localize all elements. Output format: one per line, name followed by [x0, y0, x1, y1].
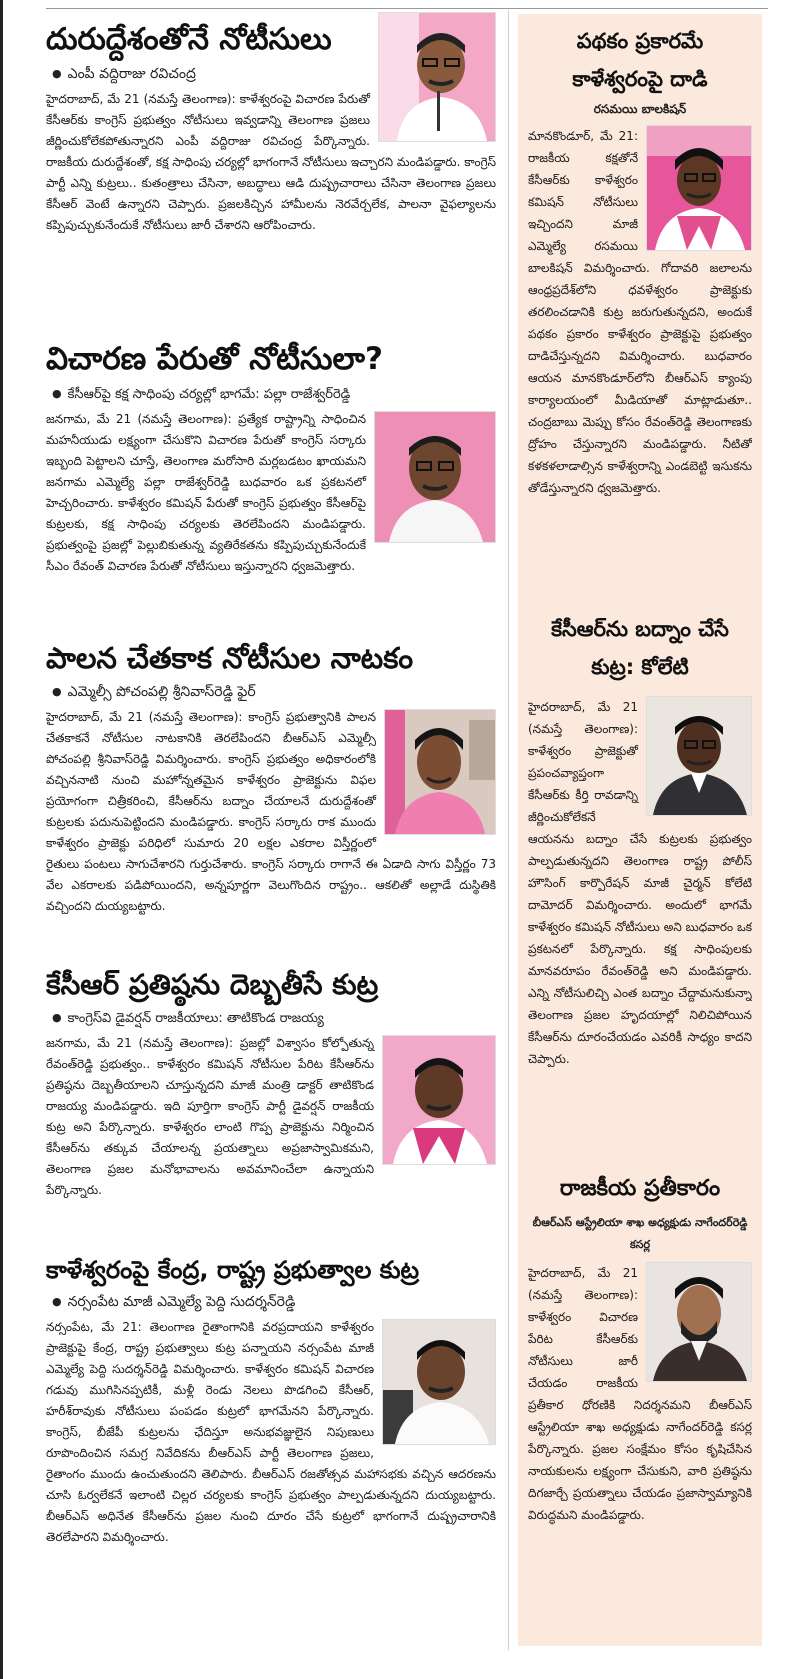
story-body: హైదరాబాద్, మే 21 (నమస్తే తెలంగాణ): కాళేశ్వరం ప్రాజెక్టుతో ప్రపంచవ్యాప్తంగా కేసీఆర్‌కు కీర్తి రావడాన్ని జీర్ణించుకోలేకనే ఆయనను బద్నాం చేసే కుట్రలకు ప్రభుత్వం పాల్పడుతున్నదని తెలంగాణ రాష్ట్ర పోలీస్ హౌసింగ్ కార్పొరేషన్ మాజీ చైర్మన్ కోలేటి దామోదర్ విమర్శించారు. అందులో భాగమే కాళేశ్వరం కమిషన్ నోటీసులు అని బుధవారం ఒక ప్రకటనలో పేర్కొన్నారు. కక్ష సాధింపులకు మానవరూపం రేవంత్‌రెడ్డి అని మండిపడ్డారు. ఎన్ని నోటీసులిచ్చి ఎంత బద్నాం చేద్దామనుకున్నా తెలంగాణ ప్రజల హృదయాల్లో నిలిచిపోయిన కేసీఆర్‌ను దూరంచేయడం ఎవరికీ సాధ్యం కాదని చెప్పారు.	[528, 700, 752, 1066]
byline: ● కాంగ్రెస్‌వి డైవర్షన్ రాజకీయాలు: తాటికొండ రాజయ్య	[52, 1011, 324, 1026]
photo-rajaiah	[382, 1035, 496, 1165]
photo-koleti	[646, 696, 752, 816]
photo-nagender	[646, 1262, 752, 1382]
story-body: మానకొండూర్, మే 21: రాజకీయ కక్షతోనే కేసీఆర్‌కు కాళేశ్వరం కమిషన్ నోటీసులు ఇచ్చిందని మాజీ ఎమ్మెల్యే రసమయి బాలకిషన్ విమర్శించారు. గోదావరి జలాలను ఆంధ్రప్రదేశ్‌లోని ధవళేశ్వరం ప్రాజెక్టుకు తరలించడానికి కుట్ర జరుగుతున్నదని, అందుకే పథకం ప్రకారం కాళేశ్వరం ప్రాజెక్టుపై ప్రభుత్వం దాడిచేస్తున్నదని విమర్శించారు. బుధవారం ఆయన మానకొండూర్‌లోని బీఆర్‌ఎస్ క్యాంపు కార్యాలయంలో మీడియాతో మాట్లాడుతూ.. చంద్రబాబు మెప్పు కోసం రేవంత్‌రెడ్డి తెలంగాణకు ద్రోహం చేస్తున్నారని మండిపడ్డారు. నీటితో కళకళలాడాల్సిన కాళేశ్వరాన్ని ఎండబెట్టి ఇసుకను తోడేస్తున్నారని ధ్వజమెత్తారు.	[528, 129, 752, 495]
story-body: నర్సంపేట, మే 21: తెలంగాణ రైతాంగానికి వరప్రదాయని కాళేశ్వరం ప్రాజెక్టుపై కేంద్ర, రాష్ట్ర ప్రభుత్వాలు కుట్ర పన్నాయని నర్సంపేట మాజీ ఎమ్మెల్యే పెద్ది సుదర్శన్‌రెడ్డి విమర్శించారు. కాళేశ్వరం కమిషన్ విచారణ గడువు ముగిసినప్పటికీ, మళ్లీ రెండు నెలలు పొడగించి కేసీఆర్, హరీశ్‌రావుకు నోటీసులు పంపడం కుట్రలో భాగమేనని పేర్కొన్నారు. కాంగ్రెస్, బీజేపీ కుట్రలను ఛేదిస్తూ అనుభవజ్ఞులైన నిపుణులు రూపొందించిన సమగ్ర నివేదికను బీఆర్‌ఎస్ పార్టీ తెలంగాణ ప్రజలు, రైతాంగం ముందు ఉంచుతుందని తెలిపారు. బీఆర్‌ఎస్ రజతోత్సవ మహాసభకు వచ్చిన ఆదరణను చూసి ఓర్వలేకనే ఇలాంటి చిల్లర చర్యలకు కాంగ్రెస్ ప్రభుత్వం పాల్పడుతున్నదని దుయ్యబట్టారు. బీఆర్‌ఎస్ అధినేత కేసీఆర్‌ను ప్రజల నుంచి దూరం చేసే కుట్రలో భాగంగానే దుష్ప్రచారానికి తెరలేపారని విమర్శించారు.	[46, 1320, 496, 1544]
photo-rasamayi	[646, 125, 752, 251]
column-divider	[508, 10, 509, 1650]
byline: ● కేసీఆర్‌పై కక్ష సాధింపు చర్యల్లో భాగమే: పల్లా రాజేశ్వర్‌రెడ్డి	[52, 387, 351, 402]
byline-text: ఎమ్మెల్సీ పోచంపల్లి శ్రీనివాస్‌రెడ్డి ఫైర్	[67, 684, 256, 700]
story-body: జనగామ, మే 21 (నమస్తే తెలంగాణ): ప్రత్యేక రాష్ట్రాన్ని సాధించిన మహనీయుడు లక్ష్యంగా చేసుకొని విచారణ పేరుతో కాంగ్రెస్ సర్కారు ఇబ్బంది పెట్టాలని చూస్తే, తెలంగాణ మరోసారి మర్లబడటం ఖాయమని జనగామ ఎమ్మెల్యే పల్లా రాజేశ్వర్‌రెడ్డి బుధవారం ఒక ప్రకటనలో హెచ్చరించారు. కాళేశ్వరం కమిషన్ పేరుతో కాంగ్రెస్ ప్రభుత్వం కేసీఆర్‌పై కుట్రలకు, కక్ష సాధింపు చర్యలకు తెరలేపిందని మండిపడ్డారు. ప్రభుత్వంపై ప్రజల్లో పెల్లుబికుతున్న వ్యతిరేకతను కప్పిపుచ్చుకునేందుకే సీఎం రేవంత్ విచారణ పేరుతో నోటీసులు ఇస్తున్నారని ధ్వజమెత్తారు.	[46, 412, 366, 573]
story-rasamayi	[528, 14, 752, 602]
story-body: హైదరాబాద్, మే 21 (నమస్తే తెలంగాణ): కాళేశ్వరంపై విచారణ పేరుతో కేసీఆర్‌కు కాంగ్రెస్ ప్రభుత్వం నోటీసులు ఇవ్వడాన్ని తెలంగాణ ప్రజలు జీర్ణించుకోలేకపోతున్నారని ఎంపీ వద్దిరాజు రవిచంద్ర పేర్కొన్నారు. రాజకీయ దురుద్దేశంతో, కక్ష సాధింపు చర్యల్లో భాగంగానే నోటీసులు ఇచ్చారని మండిపడ్డారు. కాంగ్రెస్ పార్టీ ఎన్ని కుట్రలు.. కుతంత్రాలు చేసినా, అబద్ధాలు ఆడి దుష్ప్రచారాలు చేసినా తెలంగాణ ప్రజలు కేసీఆర్ వెంటే ఉన్నారని చెప్పారు. ప్రజలకిచ్చిన హామీలను నెరవేర్చలేక, పాలనా వైఫల్యాలను కప్పిపుచ్చుకునేందుకే నోటీసులు జారీ చేశారని ఆరోపించారు.	[46, 92, 496, 232]
story-ravichandra	[46, 12, 496, 336]
byline-text: నర్సంపేట మాజీ ఎమ్మెల్యే పెద్ది సుదర్శన్‌రెడ్డి	[67, 1294, 296, 1310]
photo-ravichandra	[378, 12, 496, 142]
byline-text: ఎంపీ వద్దిరాజు రవిచంద్ర	[67, 66, 196, 82]
byline: ● నర్సంపేట మాజీ ఎమ్మెల్యే పెద్ది సుదర్శన్‌రెడ్డి	[52, 1294, 296, 1310]
headline: రాజకీయ ప్రతీకారం	[559, 1176, 721, 1201]
photo-pochampally	[384, 709, 496, 835]
story-body: హైదరాబాద్, మే 21 (నమస్తే తెలంగాణ): కాళేశ్వరం విచారణ పేరిట కేసీఆర్‌కు నోటీసులు జారీ చేయడం రాజకీయ ప్రతీకార ధోరణికి నిదర్శనమని బీఆర్‌ఎస్ ఆస్ట్రేలియా శాఖ అధ్యక్షుడు నాగేందర్‌రెడ్డి కసర్ల పేర్కొన్నారు. ప్రజల సంక్షేమం కోసం కృషిచేసిన నాయకులను లక్ష్యంగా చేసుకుని, వారి ప్రతిష్ఠను దిగజార్చే ప్రయత్నాలు చేయడం ప్రజాస్వామ్యానికి విరుద్ధమని మండిపడ్డారు.	[528, 1266, 752, 1522]
headline: విచారణ పేరుతో నోటీసులా?	[46, 341, 383, 377]
headline: పాలన చేతకాక నోటీసుల నాటకం	[46, 641, 414, 675]
right-column-panel	[518, 14, 762, 1646]
story-body: హైదరాబాద్, మే 21 (నమస్తే తెలంగాణ): కాంగ్రెస్ ప్రభుత్వానికి పాలన చేతకాకనే నోటీసుల నాటకానికి తెరలేపిందని బీఆర్‌ఎస్ ఎమ్మెల్సీ పోచంపల్లి శ్రీనివాస్‌రెడ్డి విమర్శించారు. కాంగ్రెస్ ప్రభుత్వం అధికారంలోకి వచ్చిననాటి నుంచి మహోన్నతమైన కాళేశ్వరం ప్రాజెక్టును విఫల ప్రయోగంగా చిత్రీకరించి, కేసీఆర్‌ను బద్నాం చేయాలనే దురుద్దేశంతో కుట్రలకు పదునుపెట్టిందని మండిపడ్డారు. కాంగ్రెస్ సర్కారు రాక ముందు కాళేశ్వరం ప్రాజెక్టు పరిధిలో సుమారు 20 లక్షల ఎకరాల విస్తీర్ణంలో రైతులు పంటలు సాగుచేశారని గుర్తుచేశారు. కాంగ్రెస్ సర్కారు రాగానే ఈ ఏడాది సాగు విస్తీర్ణం 73 వేల ఎకరాలకు పడిపోయిందని, అన్నపూర్ణగా వెలుగొందిన రాష్ట్రం.. ఆకలితో అల్లాడే దుస్థితికి వచ్చిందని దుయ్యబట్టారు.	[46, 710, 496, 913]
byline: ● ఎమ్మెల్సీ పోచంపల్లి శ్రీనివాస్‌రెడ్డి ఫైర్	[52, 684, 256, 700]
story-nagender	[528, 1162, 752, 1632]
headline: కేసీఆర్‌ను బద్నాం చేసే కుట్ర: కోలేటి	[551, 617, 729, 679]
byline-text: రసమయి బాలకిషన్	[593, 102, 687, 116]
story-body: జనగామ, మే 21 (నమస్తే తెలంగాణ): ప్రజల్లో విశ్వాసం కోల్పోతున్న రేవంత్‌రెడ్డి ప్రభుత్వం.. కాళేశ్వరం కమిషన్ నోటీసుల పేరిట కేసీఆర్‌ను ప్రతిష్ఠను దెబ్బతీయాలని చూస్తున్నదని మాజీ మంత్రి డాక్టర్ తాటికొండ రాజయ్య మండిపడ్డారు. ఇది పూర్తిగా కాంగ్రెస్ పార్టీ డైవర్షన్ రాజకీయ కుట్ర అని పేర్కొన్నారు. కాళేశ్వరం లాంటి గొప్ప ప్రాజెక్టును నిర్మించిన కేసీఆర్‌ను తక్కువ చేయాలన్న ప్రయత్నాలు అప్రజాస్వామికమని, తెలంగాణ ప్రజల మనోభావాలను అవమానించేలా ఉన్నాయని పేర్కొన్నారు.	[46, 1036, 374, 1197]
headline: దురుద్దేశంతోనే నోటీసులు	[46, 22, 332, 57]
story-pochampally	[46, 636, 496, 964]
story-sudarshan	[46, 1250, 496, 1594]
left-column	[46, 12, 496, 1594]
headline: కాళేశ్వరంపై కేంద్ర, రాష్ట్ర ప్రభుత్వాల కుట్ర	[46, 1256, 420, 1284]
photo-palla	[374, 411, 496, 543]
story-koleti	[528, 602, 752, 1162]
page-top-rule	[46, 8, 768, 9]
page-left-border	[0, 0, 3, 1679]
photo-sudarshan	[382, 1319, 496, 1445]
byline-text: బీఆర్‌ఎస్ ఆస్ట్రేలియా శాఖ అధ్యక్షుడు నాగేందర్‌రెడ్డి కసర్ల	[532, 1216, 748, 1251]
headline: కేసీఆర్ ప్రతిష్ఠను దెబ్బతీసే కుట్ర	[46, 968, 379, 1001]
byline-text: కేసీఆర్‌పై కక్ష సాధింపు చర్యల్లో భాగమే: పల్లా రాజేశ్వర్‌రెడ్డి	[67, 387, 351, 402]
byline-text: కాంగ్రెస్‌వి డైవర్షన్ రాజకీయాలు: తాటికొండ రాజయ్య	[67, 1011, 324, 1026]
byline: ● ఎంపీ వద్దిరాజు రవిచంద్ర	[52, 66, 196, 82]
story-palla	[46, 336, 496, 636]
headline: పథకం ప్రకారమే కాళేశ్వరంపై దాడి	[572, 29, 708, 91]
story-rajaiah	[46, 964, 496, 1250]
